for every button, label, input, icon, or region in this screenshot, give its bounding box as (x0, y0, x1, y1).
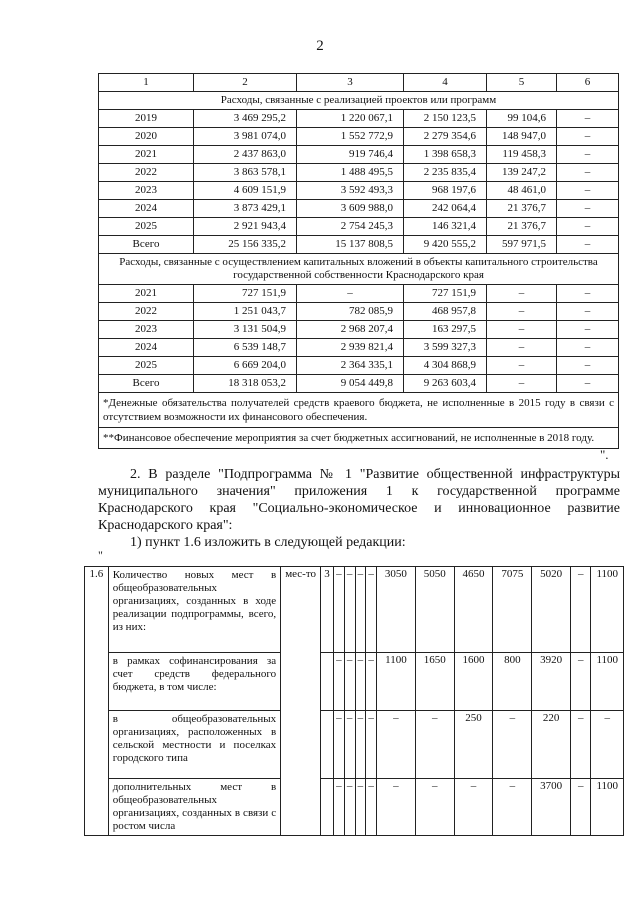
value-cell: – (344, 653, 355, 711)
table-row (99, 218, 619, 236)
unit: мес-то (281, 567, 321, 836)
table-cell: 119 458,3 (487, 146, 557, 164)
table-cell: 3 863 578,1 (194, 164, 297, 182)
value-cell: 1650 (415, 653, 454, 711)
paragraph-section-2: 2. В разделе "Подпрограмма № 1 "Развитие общественной инфраструктуры муниципального значения" приложения 1 к государственной программе Краснодарского края "Социально-экономическое и инновационное развитие Краснодарского края": (98, 467, 620, 533)
table-cell: – (557, 375, 619, 393)
header-cell: 4 (404, 74, 487, 92)
value-cell: – (571, 779, 591, 836)
table-row (99, 182, 619, 200)
table-cell: 163 297,5 (404, 321, 487, 339)
table-cell: – (557, 285, 619, 303)
indicator-row (85, 779, 624, 836)
value-cell: – (415, 711, 454, 779)
value-cell: – (333, 567, 344, 653)
table-row (99, 357, 619, 375)
value-cell: 1600 (454, 653, 493, 711)
table-cell: 3 981 074,0 (194, 128, 297, 146)
value-cell: 1100 (377, 653, 416, 711)
value-cell: – (355, 711, 366, 779)
table-cell: – (557, 110, 619, 128)
value-cell (321, 653, 334, 711)
table-cell: – (557, 182, 619, 200)
indicator-table (84, 566, 624, 836)
value-cell: 7075 (493, 567, 532, 653)
table-row (99, 164, 619, 182)
indicator-description: в рамках софинансирования за счет средств федерального бюджета, в том числе: (108, 653, 280, 711)
table-cell: 2021 (99, 285, 194, 303)
table-cell: 18 318 053,2 (194, 375, 297, 393)
value-cell: 5020 (532, 567, 571, 653)
table-cell: 2024 (99, 339, 194, 357)
value-cell: – (571, 567, 591, 653)
paragraph-item-1: 1) пункт 1.6 изложить в следующей редакции: (130, 535, 406, 550)
section-title: Расходы, связанные с осуществлением капитальных вложений в объекты капитального строительства государственной собственности Краснодарского края (99, 254, 619, 285)
table-cell: – (557, 339, 619, 357)
table-cell: 6 669 204,0 (194, 357, 297, 375)
section-title-row (99, 254, 619, 285)
table-cell: 2022 (99, 164, 194, 182)
header-row (99, 74, 619, 92)
footnote-row (99, 428, 619, 449)
footnote: **Финансовое обеспечение мероприятия за счет бюджетных ассигнований, не исполненные в 2018 году. (99, 428, 619, 449)
table-row (99, 236, 619, 254)
table-cell: 2 754 245,3 (297, 218, 404, 236)
table-row (99, 285, 619, 303)
table-cell: 9 054 449,8 (297, 375, 404, 393)
table-row (99, 146, 619, 164)
value-cell: 5050 (415, 567, 454, 653)
table-cell: 9 263 603,4 (404, 375, 487, 393)
indicator-row (85, 653, 624, 711)
table-cell: 48 461,0 (487, 182, 557, 200)
indicator-row (85, 711, 624, 779)
table-cell: 597 971,5 (487, 236, 557, 254)
table-cell: 2 150 123,5 (404, 110, 487, 128)
table-cell: – (487, 375, 557, 393)
table-cell: 919 746,4 (297, 146, 404, 164)
table-cell: 3 609 988,0 (297, 200, 404, 218)
closing-quote: ". (600, 447, 609, 462)
indicator-row (85, 567, 624, 653)
table-row (99, 321, 619, 339)
value-cell: – (377, 779, 416, 836)
value-cell: – (366, 653, 377, 711)
table-cell: – (557, 236, 619, 254)
opening-quote: " (98, 548, 103, 562)
table-row (99, 339, 619, 357)
indicator-description: Количество новых мест в общеобразовательных организациях, созданных в ходе реализации подпрограммы, всего, из них: (108, 567, 280, 653)
table-row (99, 200, 619, 218)
table-cell: – (557, 218, 619, 236)
value-cell: – (571, 653, 591, 711)
table-cell: 9 420 555,2 (404, 236, 487, 254)
value-cell: 3920 (532, 653, 571, 711)
header-cell: 3 (297, 74, 404, 92)
table-cell: – (557, 200, 619, 218)
table-cell: – (557, 146, 619, 164)
table-cell: 15 137 808,5 (297, 236, 404, 254)
value-cell: – (493, 711, 532, 779)
footnote-row (99, 393, 619, 428)
value-cell: 1100 (591, 567, 624, 653)
table-cell: – (557, 164, 619, 182)
table-row (99, 303, 619, 321)
value-cell: – (333, 711, 344, 779)
table-cell: – (557, 357, 619, 375)
value-cell: – (591, 711, 624, 779)
table-cell: 2 437 863,0 (194, 146, 297, 164)
table-cell: – (487, 303, 557, 321)
value-cell: – (355, 567, 366, 653)
table-cell: 3 131 504,9 (194, 321, 297, 339)
table-cell: 1 552 772,9 (297, 128, 404, 146)
table-cell: 2019 (99, 110, 194, 128)
table-cell: 2 921 943,4 (194, 218, 297, 236)
value-cell: – (366, 567, 377, 653)
table-cell: 4 304 868,9 (404, 357, 487, 375)
header-cell: 6 (557, 74, 619, 92)
table-cell: 242 064,4 (404, 200, 487, 218)
value-cell: – (333, 653, 344, 711)
value-cell: – (377, 711, 416, 779)
value-cell (321, 779, 334, 836)
table-cell: 782 085,9 (297, 303, 404, 321)
section-title: Расходы, связанные с реализацией проектов или программ (99, 92, 619, 110)
indicator-description: дополнительных мест в общеобразовательных организациях, созданных в связи с ростом числа (108, 779, 280, 836)
table-cell: 2025 (99, 357, 194, 375)
value-cell: – (355, 653, 366, 711)
value-cell: 220 (532, 711, 571, 779)
table-cell: 1 220 067,1 (297, 110, 404, 128)
value-cell: – (344, 711, 355, 779)
table-cell: – (297, 285, 404, 303)
table-cell: 2 235 835,4 (404, 164, 487, 182)
table-cell: 1 398 658,3 (404, 146, 487, 164)
table-cell: 1 251 043,7 (194, 303, 297, 321)
expenses-table (98, 73, 619, 449)
table-cell: – (557, 321, 619, 339)
table-cell: 99 104,6 (487, 110, 557, 128)
table-cell: Всего (99, 375, 194, 393)
table-cell: 2022 (99, 303, 194, 321)
table-cell: 3 599 327,3 (404, 339, 487, 357)
table-cell: – (487, 321, 557, 339)
table-cell: 139 247,2 (487, 164, 557, 182)
section-title-row (99, 92, 619, 110)
table-cell: 2 364 335,1 (297, 357, 404, 375)
table-cell: – (487, 357, 557, 375)
value-cell: 4650 (454, 567, 493, 653)
value-cell: 3050 (377, 567, 416, 653)
table-row (99, 375, 619, 393)
table-cell: 468 957,8 (404, 303, 487, 321)
table-row (99, 110, 619, 128)
table-cell: 21 376,7 (487, 200, 557, 218)
table-cell: 146 321,4 (404, 218, 487, 236)
value-cell: 1100 (591, 779, 624, 836)
table-cell: 1 488 495,5 (297, 164, 404, 182)
header-cell: 5 (487, 74, 557, 92)
value-cell: – (333, 779, 344, 836)
table-cell: 25 156 335,2 (194, 236, 297, 254)
value-cell: – (415, 779, 454, 836)
value-cell: – (355, 779, 366, 836)
table-cell: 2 279 354,6 (404, 128, 487, 146)
table-cell: 148 947,0 (487, 128, 557, 146)
table-cell: 727 151,9 (404, 285, 487, 303)
value-cell: 800 (493, 653, 532, 711)
table-cell: – (487, 339, 557, 357)
value-cell: – (344, 779, 355, 836)
value-cell: – (571, 711, 591, 779)
table-cell: – (487, 285, 557, 303)
value-cell: – (454, 779, 493, 836)
table-cell: – (557, 128, 619, 146)
page-number: 2 (316, 38, 324, 54)
value-cell: – (366, 779, 377, 836)
footnote: *Денежные обязательства получателей средств краевого бюджета, не исполненные в 2015 году в связи с отсутствием возможности их финансового обеспечения. (99, 393, 619, 428)
value-cell: – (344, 567, 355, 653)
table-cell: 4 609 151,9 (194, 182, 297, 200)
value-cell: – (366, 711, 377, 779)
table-cell: 2025 (99, 218, 194, 236)
value-cell: 1100 (591, 653, 624, 711)
table-cell: 3 469 295,2 (194, 110, 297, 128)
indicator-description: в общеобразовательных организациях, расположенных в сельской местности и поселках городского типа (108, 711, 280, 779)
item-number: 1.6 (85, 567, 109, 836)
header-cell: 2 (194, 74, 297, 92)
table-cell: 2 939 821,4 (297, 339, 404, 357)
table-cell: 2023 (99, 182, 194, 200)
table-cell: – (557, 303, 619, 321)
table-cell: 968 197,6 (404, 182, 487, 200)
table-cell: 3 592 493,3 (297, 182, 404, 200)
table-row (99, 128, 619, 146)
table-cell: 3 873 429,1 (194, 200, 297, 218)
table-cell: 2023 (99, 321, 194, 339)
table-cell: 2 968 207,4 (297, 321, 404, 339)
table-cell: 6 539 148,7 (194, 339, 297, 357)
value-cell: 3700 (532, 779, 571, 836)
header-cell: 1 (99, 74, 194, 92)
table-cell: 727 151,9 (194, 285, 297, 303)
table-cell: 21 376,7 (487, 218, 557, 236)
value-cell (321, 711, 334, 779)
value-cell: – (493, 779, 532, 836)
table-cell: 2024 (99, 200, 194, 218)
table-cell: 2021 (99, 146, 194, 164)
table-cell: Всего (99, 236, 194, 254)
value-cell: 250 (454, 711, 493, 779)
table-cell: 2020 (99, 128, 194, 146)
value-cell: 3 (321, 567, 334, 653)
